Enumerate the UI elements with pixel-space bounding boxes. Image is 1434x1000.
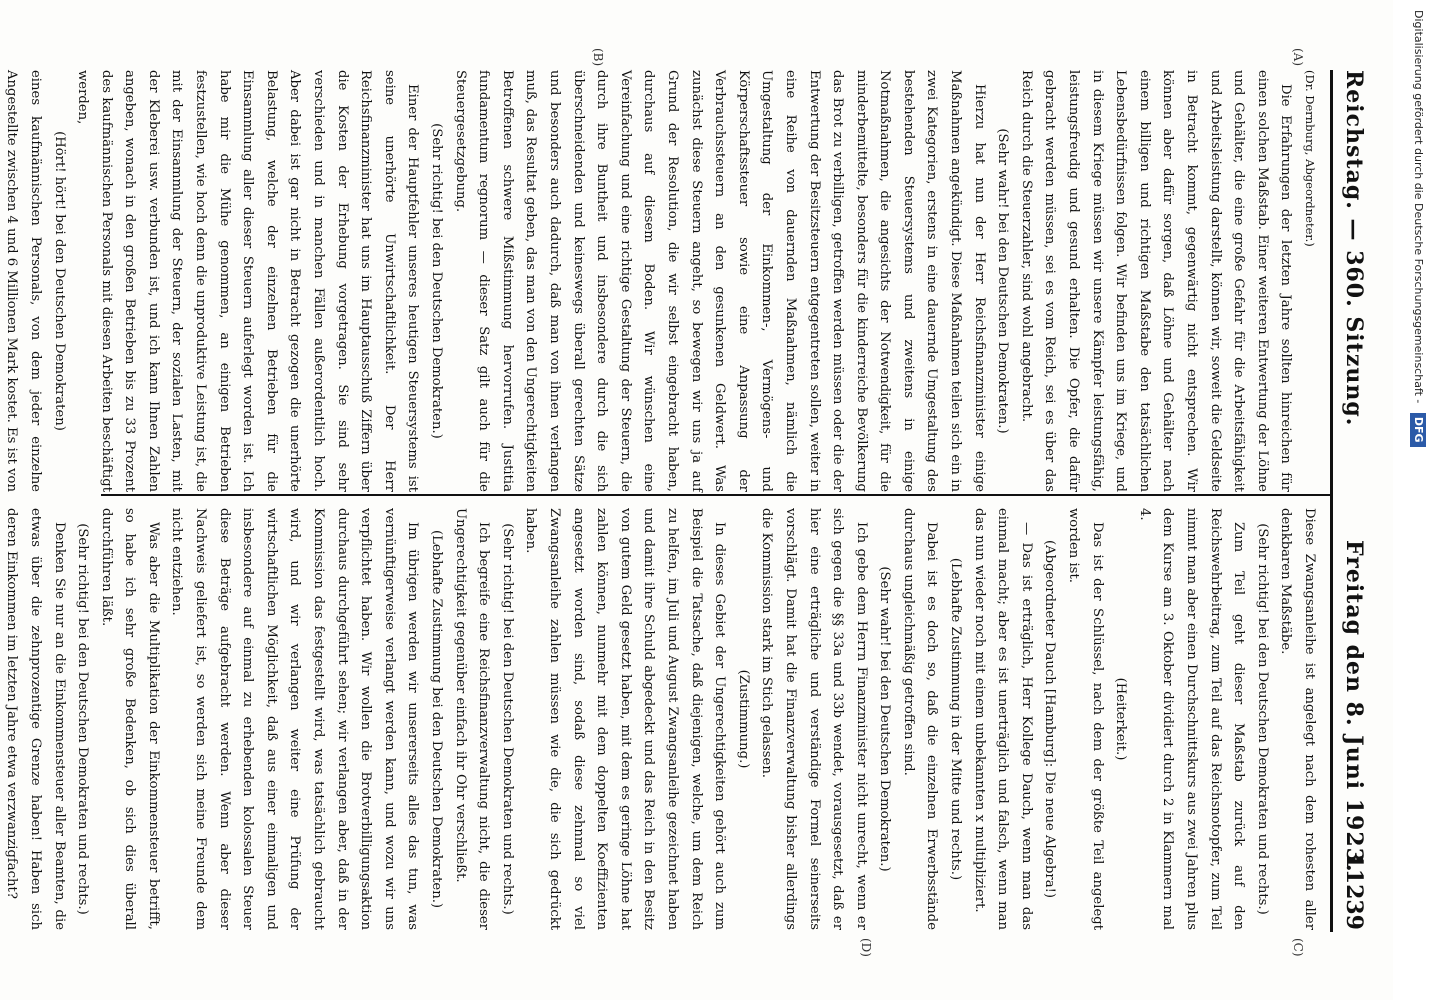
interjection: (Heiterkeit.) — [1113, 677, 1129, 761]
interjection: (Lebhafte Zustimmung in der Mitte und rechts.) — [948, 557, 964, 881]
margin-note-d: (D) — [859, 938, 873, 957]
margin-note-c: (C) — [1291, 938, 1305, 957]
paragraph: In dieses Gebiet der Ungerechtigkeiten gehört auch zum Beispiel die Tatsache, daß diejenigen, welche, um dem Reich zu helfen, im Juli und August Zwangsanleihe gezeichnet haben und damit ihre Schuld abgedeckt und das Reich in den Besitz von gutem Geld gesetzt haben, mit dem es geringe Löhne hat zahlen können, nunmehr mit dem doppelten Koeffizienten angesetzt worden sind, sodaß diese zehnmal so viel Zwangsanleihe zahlen müssen wie die, die sich gedrückt haben. — [523, 508, 728, 930]
interjection: (Sehr wahr! bei den Deutschen Demokraten.) — [877, 566, 893, 872]
paragraph: Im übrigen werden wir unsererseits alles das tun, was vernünftigerweise verlangt werden kann, und wozu wir uns verpflichtet haben. Wir wollen die Brotverbilligungsaktion durchaus durchgeführt sehen; wir verlangen aber, daß in der Kommission das festgestellt wird, was tatsächlich gebraucht wird, und wir verlangen weiter eine Prüfung der wirtschaftlichen Möglichkeit, daß aus einer einmaligen und insbesondere auf einmal zu erhebenden kolossalen Steuer diese Beträge aufgebracht werden. Wenn aber dieser Nachweis geliefert ist, so werden sich meine Freunde dem nicht entziehen. — [169, 508, 421, 930]
digitization-credit — [1406, 10, 1430, 990]
right-text-column — [4, 508, 1321, 930]
page-header — [1333, 70, 1373, 930]
paragraph: Die Erfahrungen der letzten Jahre sollten hinreichen für einen solchen Maßstab. Einer weiteren Entwertung der Löhne und Gehälter, die eine große Gefahr für die Arbeitsfähigkeit und Arbeitsleistung darstellt, können wir, soweit die Geldseite in Betracht kommt, gegenwärtig nicht entsprechen. Wir können aber dafür sorgen, daß Löhne und Gehälter nach einem billigen und richtigen Maßstabe den tatsächlichen Lebensbedürfnissen folgen. Wir befinden uns im Kriege, und in diesem Kriege müssen wir unsere Kämpfer leistungsfähig, leistungsfreudig und gesund erhalten. Die Opfer, die dafür gebracht werden müssen, sei es vom Reich, sei es über das Reich durch die Steuerzahler, sind wohl angebracht. — [1018, 70, 1294, 492]
paragraph: Das ist der Schlüssel, nach dem der größte Teil angelegt worden ist. — [1066, 508, 1105, 930]
speaker-head: (Dr. Dernburg, Abgeordneter.) — [1303, 70, 1317, 247]
left-text-column — [4, 70, 1321, 492]
interjection: (Sehr richtig! bei den Deutschen Demokraten.) — [429, 123, 445, 439]
paragraph: — Das ist erträglich, Herr Kollege Dauch, wenn man das einmal macht; aber es ist unerträglich und falsch, wenn man das nun wieder noch mit einem unbekannten x multipliziert. — [971, 508, 1034, 930]
margin-note-b: (B) — [591, 48, 605, 67]
interjection: (Sehr richtig! bei den Deutschen Demokraten und rechts.) — [499, 523, 515, 915]
paragraph: Was aber die Multiplikation der Einkommensteuer betrifft, so habe ich sehr große Bedenken, ob sich dies überall durchführen läßt. — [98, 508, 161, 930]
column-divider — [101, 494, 1331, 496]
margin-note-a: (A) — [1291, 48, 1305, 67]
digitization-note: Digitalisierung gefördert durch die Deutsche Forschungsgemeinschaft - — [1412, 10, 1425, 404]
paragraph: Denken Sie nur an die Einkommensteuer aller Beamten, die etwas über die zehnprozentige Grenze haben! Haben sich deren Einkommen im letzten Jahre etwa verzwanzigfacht? — [4, 508, 67, 930]
header-session: Reichstag. — 360. Sitzung. — [1341, 70, 1367, 427]
interjection: (Lebhafte Zustimmung bei den Deutschen Demokraten.) — [429, 529, 445, 909]
paragraph: Zum Teil geht dieser Maßstab zurück auf den Reichswehrbeitrag, zum Teil auf das Reichsnotopfer, zum Teil nimmt man aber einen Durchschnittskurs aus zwei Jahren plus dem Kurse am 3. Oktober dividiert durch 2 in Klammern mal 4. — [1136, 508, 1247, 930]
interjection: (Zustimmung.) — [735, 669, 751, 769]
paragraph: Diese Zwangsanleihe ist angelegt nach dem rohesten aller denkbaren Maßstäbe. — [1278, 508, 1317, 930]
paragraph: Ich gebe dem Herrn Finanzminister nicht unrecht, wenn er sich gegen die §§ 33a und 33b wendet, vorausgesetzt, daß er hier eine erträgliche und verständige Formel seinerseits vorschlägt. Damit hat die Finanzverwaltung bisher allerdings die Kommission stark im Stich gelassen. — [759, 508, 869, 930]
paragraph: eines kaufmännischen Personals, von dem jeder einzelne Angestellte zwischen 4 und 6 Millionen Mark kostet. Es ist von — [4, 70, 43, 492]
interjection: (Sehr richtig! bei den Deutschen Demokraten und rechts.) — [1254, 523, 1270, 915]
interjection: (Hört! hört! bei den Deutschen Demokraten) — [51, 131, 67, 431]
paragraph: Dabei ist es doch so, daß die einzelnen Erwerbsstände durchaus ungleichmäßig getroffen sind. — [900, 508, 940, 930]
interjection: (Abgeordneter Dauch [Hamburg]: Die neue Algebra!) — [1042, 539, 1058, 899]
dfg-logo: DFG — [1410, 413, 1426, 447]
header-date: Freitag den 8. Juni 1923. — [1341, 540, 1367, 873]
paragraph: Ich begreife eine Reichsfinanzverwaltung nicht, die dieser Ungerechtigkeit gegenüber einfach ihr Ohr verschließt. — [452, 508, 492, 930]
interjection: (Sehr richtig! bei den Deutschen Demokraten und rechts.) — [75, 523, 91, 915]
interjection: (Sehr wahr! bei den Deutschen Demokraten.) — [995, 128, 1011, 434]
header-page-number: 11239 — [1341, 853, 1367, 930]
paragraph: Einer der Hauptfehler unseres heutigen Steuersystems ist seine unerhörte Unwirtschaftlichkeit. Der Herr Reichsfinanzminister hat uns im Hauptausschuß Ziffern über die Kosten der Erhebung vorgetragen. Sie sind sehr verschieden und in manchen Fällen außerordentlich hoch. Aber dabei ist gar nicht in Betracht gezogen die unerhörte Belastung, welche der einzelnen Betrieben für die Einsammlung aller dieser Steuern auferlegt worden ist. Ich habe mir die Mühe genommen, an einigen Betrieben festzustellen, wie hoch denn die unproduktive Leistung ist, die mit der Einsammlung der Steuern, der sozialen Lasten, mit der Kleberei usw. verbunden ist, und ich kann Ihnen Zahlen angeben, wonach in den großen Betrieben bis zu 33 Prozent des kaufmännischen Personals mit diesen Arbeiten beschäftigt werden, — [75, 70, 421, 492]
paragraph: Hierzu hat nun der Herr Reichsfinanzminister einige Maßnahmen angekündigt. Diese Maßnahmen teilen sich ein in zwei Kategorien, erstens in eine dauernde Umgestaltung des bestehenden Steuersystems und zweitens in einige Notmaßnahmen, die angesichts der Notwendigkeit, für die minderbemittelte, besonders für die kinderreiche Bevölkerung das Brot zu verbilligen, getroffen werden müssen oder die der Entwertung der Besitzsteuern entgegentreten sollen, weiter in eine Reihe von dauernden Maßnahmen, nämlich die Umgestaltung der Einkommen-, Vermögens- und Körperschaftssteuer sowie eine Anpassung der Verbrauchssteuern an den gesunkenen Geldwert. Was zunächst diese Steuern angeht, so bewegen wir uns ja auf Grund der Resolution, die wir selbst eingebracht haben, durchaus auf diesem Boden. Wir wünschen eine Vereinfachung und eine richtige Gestaltung der Steuern, die durch ihre Buntheit und insbesondere durch die sich überschneidenden und keineswegs überall gerechten Sätze und besonders auch dadurch, daß man von ihnen verlangen muß, das Resultat geben, das man von den Ungerechtigkeiten Betroffenen schwere Mißstimmung hervorrufen. Justitia fundamentum regnorum — dieser Satz gilt auch für die Steuergesetzgebung. — [452, 70, 987, 492]
header-rule — [1330, 70, 1333, 932]
